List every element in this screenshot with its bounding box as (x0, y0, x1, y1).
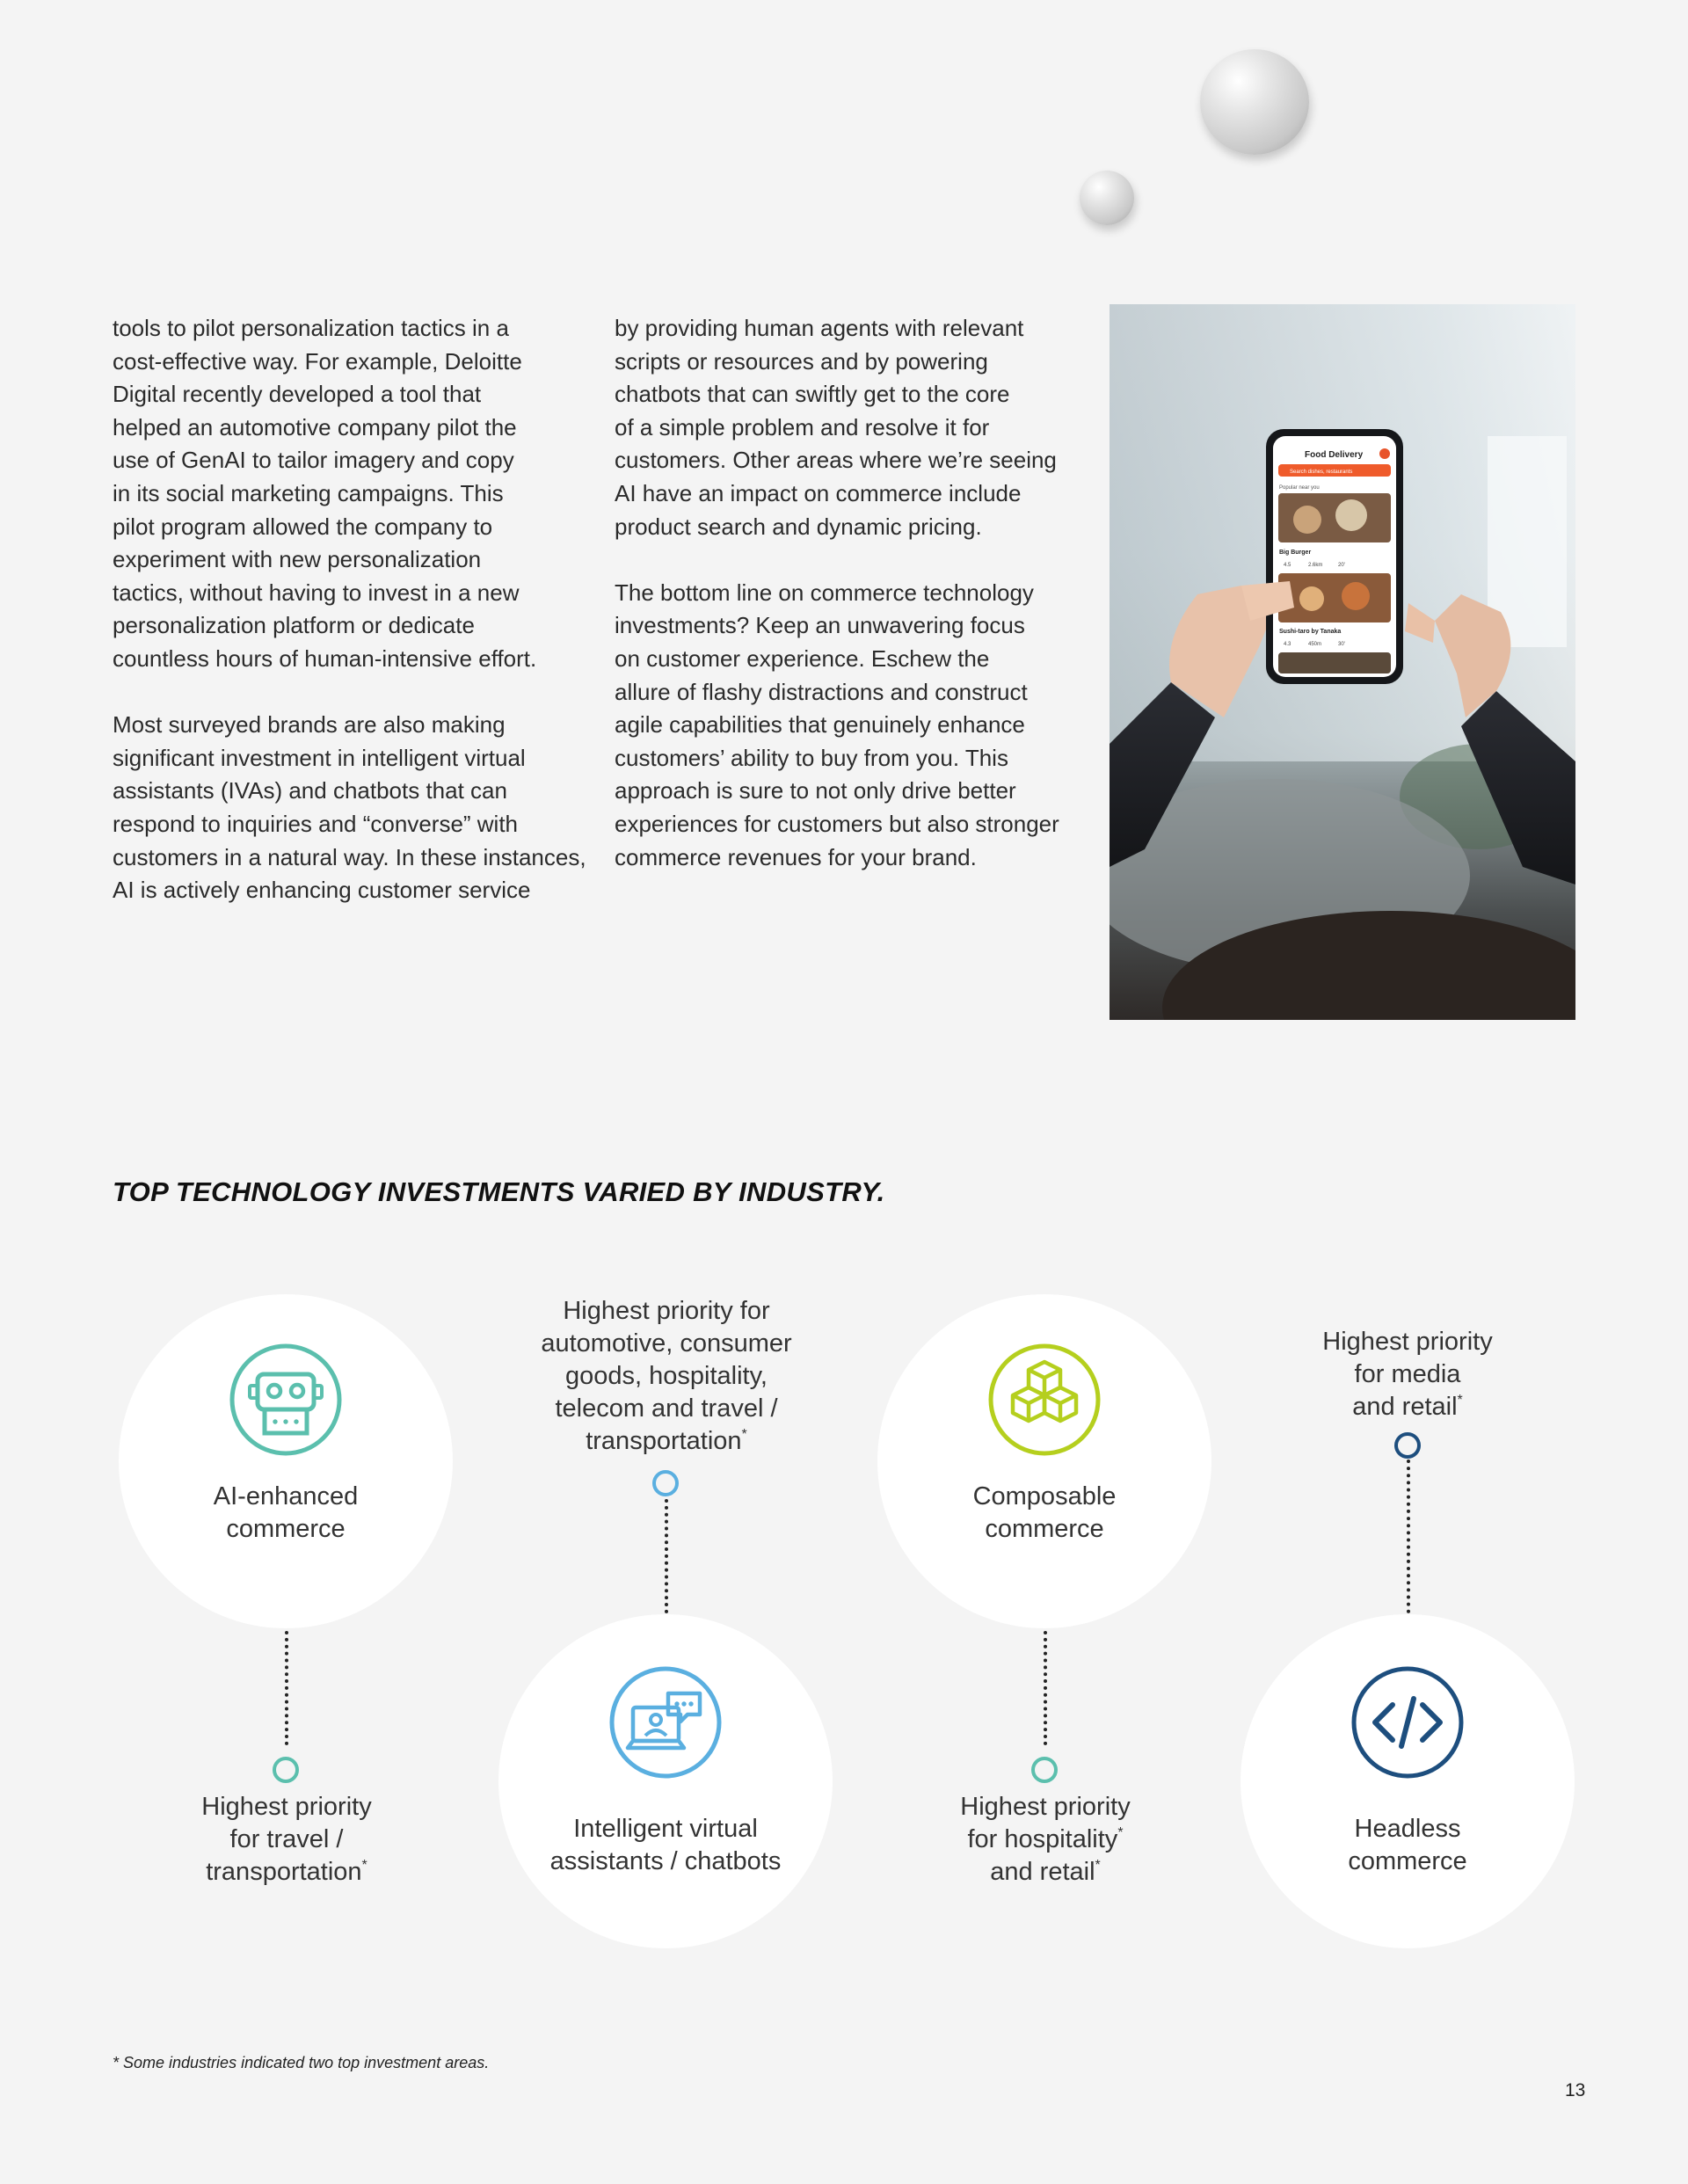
connector-headless-commerce (1407, 1460, 1410, 1613)
circle-headless-commerce (1241, 1614, 1575, 1948)
right-paragraph-1: by providing human agents with relevant scripts or resources and by powering chatbots that can swiftly get to the core of a simple problem and resolve it for customers. Other areas where we’re seeing AI have an impact on commerce include product search and dynamic pricing. (615, 315, 1057, 540)
asterisk: * (1117, 1825, 1124, 1840)
circle-composable-commerce (877, 1294, 1211, 1628)
body-column-left (113, 312, 587, 940)
robot-icon (229, 1343, 343, 1457)
app-item-2-name: Sushi-taro by Tanaka (1279, 629, 1342, 635)
body-column-right (615, 312, 1089, 907)
node-composable-commerce (1031, 1757, 1058, 1783)
decorative-bubble-large (1200, 49, 1309, 155)
circle-ai-enhanced-commerce (119, 1294, 453, 1628)
app-item-2-rating: 4.3 (1284, 642, 1291, 647)
app-item-1-time: 20' (1338, 563, 1345, 568)
label-composable-commerce: Composable commerce (972, 1482, 1117, 1543)
app-title: Food Delivery (1305, 450, 1364, 460)
infographic-heading: TOP TECHNOLOGY INVESTMENTS VARIED BY INDUSTRY. (113, 1176, 885, 1207)
left-paragraph-2: Most surveyed brands are also making significant investment in intelligent virtual assistants (IVAs) and chatbots that can respond to inquiries and “converse” with customers in a natural way. In these instances, AI is actively enhancing customer service (113, 711, 586, 904)
priority-virtual-assistants: Highest priority for automotive, consumer goods, hospitality, telecom and travel / transportation* (541, 1297, 792, 1455)
app-item-2-time: 30' (1338, 642, 1345, 647)
circle-intelligent-virtual-assistants (498, 1614, 833, 1948)
label-intelligent-virtual-assistants: Intelligent virtual assistants / chatbots (549, 1815, 782, 1875)
app-search-placeholder: Search dishes, restaurants (1290, 470, 1353, 475)
priority-headless-commerce: Highest priority for media and retail* (1322, 1328, 1493, 1421)
connector-virtual-assistants (665, 1499, 668, 1613)
asterisk: * (1457, 1393, 1463, 1408)
node-ai-commerce (273, 1757, 299, 1783)
stacked-cubes-icon (987, 1343, 1102, 1457)
connector-composable-commerce (1044, 1631, 1047, 1745)
phone-app-photo (1110, 304, 1575, 1020)
node-headless-commerce (1394, 1432, 1421, 1459)
app-item-1-name: Big Burger (1279, 550, 1312, 556)
page-number: 13 (1565, 2080, 1586, 2100)
code-brackets-icon (1350, 1665, 1465, 1780)
priority-ai-commerce: Highest priority for travel / transportation* (201, 1793, 372, 1886)
node-virtual-assistants (652, 1470, 679, 1496)
label-headless-commerce: Headless commerce (1348, 1815, 1467, 1875)
asterisk: * (1095, 1858, 1101, 1873)
connector-ai-commerce (285, 1631, 288, 1745)
asterisk: * (361, 1858, 367, 1873)
footnote: * Some industries indicated two top investment areas. (113, 2054, 490, 2071)
virtual-assistant-chat-icon (608, 1665, 723, 1780)
app-item-2-distance: 450m (1308, 642, 1322, 647)
decorative-bubble-small (1080, 171, 1134, 225)
left-paragraph-1: tools to pilot personalization tactics in a cost-effective way. For example, Deloitte Digital recently developed a tool that helped an automotive company pilot the use of GenAI to tailor imagery and copy in its social marketing campaigns. This pilot program allowed the company to experiment with new personalization tactics, without having to invest in a new personalization platform or dedicate countless hours of human-intensive effort. (113, 315, 537, 672)
priority-composable-commerce: Highest priority for hospitality* and retail* (960, 1793, 1131, 1886)
asterisk: * (741, 1427, 747, 1442)
app-section-label: Popular near you (1279, 485, 1320, 491)
right-paragraph-2: The bottom line on commerce technology investments? Keep an unwavering focus on customer experience. Eschew the allure of flashy distractions and construct agile capabilities that genuinely enhance customers’ ability to buy from you. This approach is sure to not only drive better experiences for customers but also stronger commerce revenues for your brand. (615, 579, 1059, 870)
photo-illustration (1110, 304, 1575, 1020)
app-item-1-rating: 4.5 (1284, 563, 1291, 568)
app-item-1-distance: 2.6km (1308, 563, 1323, 568)
label-ai-enhanced-commerce: AI-enhanced commerce (213, 1482, 359, 1543)
